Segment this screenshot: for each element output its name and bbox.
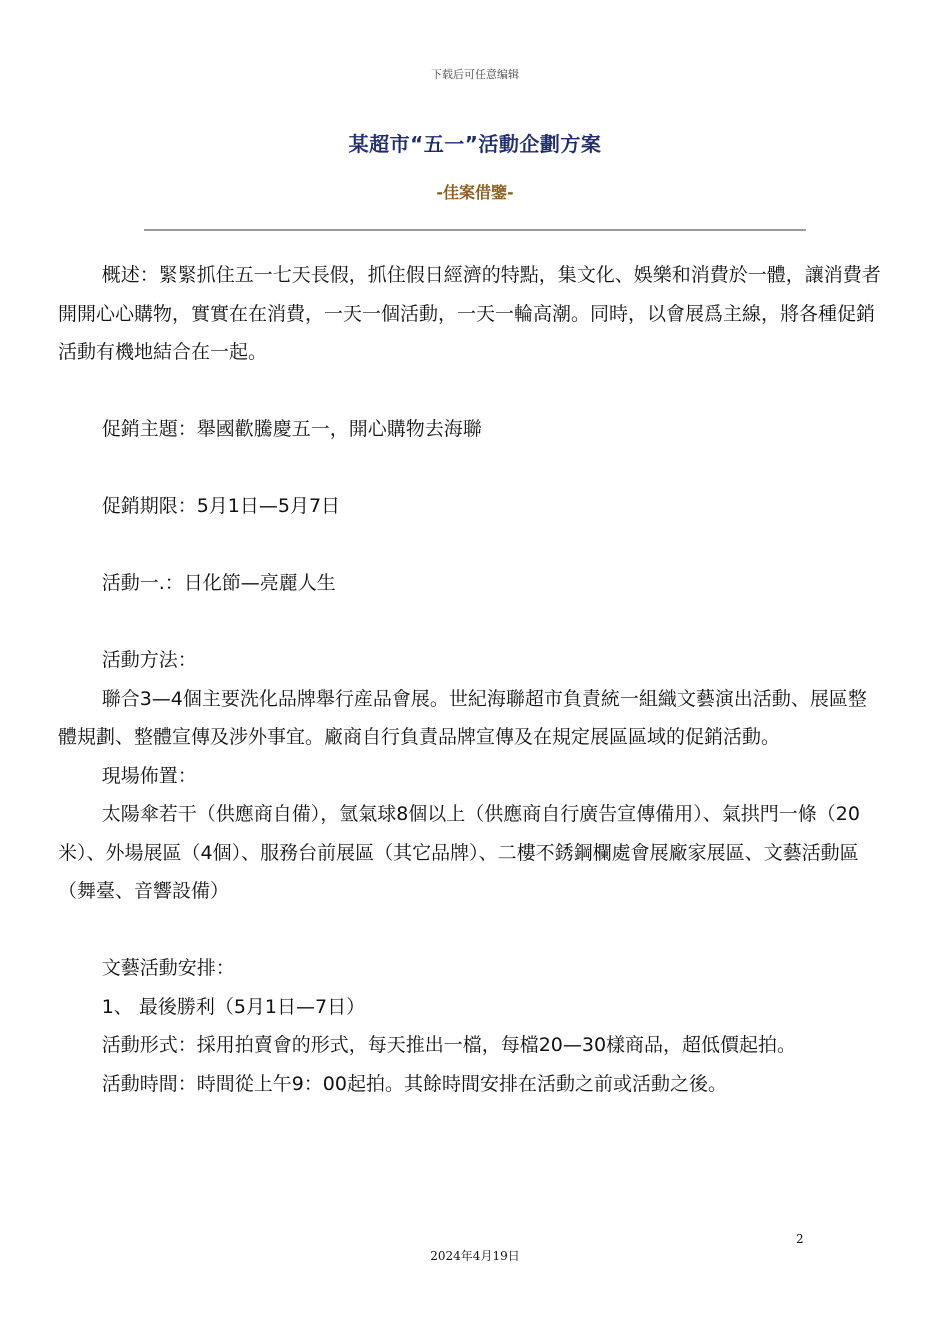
footer-date: 2024年4月19日 (430, 1249, 520, 1263)
performance-schedule-heading: 文藝活動安排： (101, 957, 235, 979)
final-victory-item: 1、 最後勝利（5月1日—7日） (101, 995, 366, 1018)
paragraph-gap (58, 526, 884, 565)
document-subtitle: -佳案借鑒- (436, 183, 514, 202)
activity-format-paragraph: 活動形式：採用拍賣會的形式，每天推出一檔，每檔20—30樣商品，超低價起拍。 (101, 1034, 797, 1056)
promotion-period: 促銷期限：5月1日—5月7日 (101, 495, 341, 517)
page-number: 2 (796, 1232, 804, 1246)
venue-setup-paragraph: 太陽傘若干（供應商自備），氫氣球8個以上（供應商自行廣告宣傳備用）、氣拱門一條（20米）、外場展區（4個）、服務台前展區（其它品牌）、二樓不銹鋼欄處會展廠家展區、文藝活動區（舞臺、音響設備） (58, 803, 860, 902)
paragraph-gap (58, 911, 884, 950)
activity-method-heading: 活動方法： (101, 649, 197, 671)
promotion-theme: 促銷主題：舉國歡騰慶五一，開心購物去海聯 (101, 418, 482, 440)
activity-one-heading: 活動一.：日化節—亮麗人生 (101, 572, 336, 594)
document-body (58, 256, 884, 1103)
paragraph-gap (58, 449, 884, 488)
paragraph-gap (58, 372, 884, 411)
header-note: 下载后可任意编辑 (431, 68, 519, 81)
activity-method-paragraph: 聯合3—4個主要洗化品牌舉行産品會展。世紀海聯超市負責統一組織文藝演出活動、展區整體規劃、整體宣傳及涉外事宜。廠商自行負責品牌宣傳及在規定展區區域的促銷活動。 (58, 687, 867, 748)
paragraph-gap (58, 603, 884, 642)
venue-setup-heading: 現場佈置： (101, 764, 197, 787)
document-title: 某超市“五一”活動企劃方案 (348, 132, 602, 156)
activity-time-paragraph: 活動時間：時間從上午9：00起拍。其餘時間安排在活動之前或活動之後。 (101, 1072, 727, 1095)
overview-paragraph: 概述：緊緊抓住五一七天長假，抓住假日經濟的特點，集文化、娛樂和消費於一體，讓消費者開開心心購物，實實在在消費，一天一個活動，一天一輪高潮。同時，以會展爲主線，將各種促銷活動有機地結合在一起。 (58, 264, 881, 363)
title-divider (144, 229, 806, 231)
